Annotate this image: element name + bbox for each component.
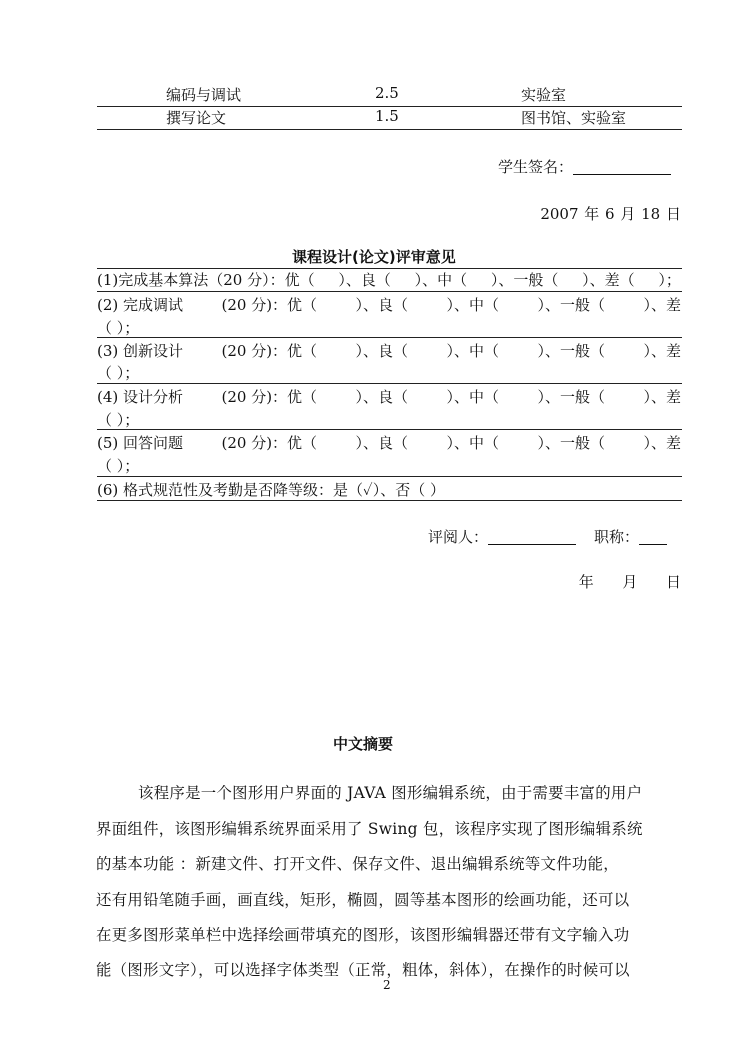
- table-rule: [97, 476, 682, 477]
- abstract-line: 的基本功能 ：新建文件、打开文件、保存文件、退出编辑系统等文件功能，: [96, 855, 619, 873]
- table-rule: [97, 383, 682, 384]
- review-item-3: [97, 340, 681, 361]
- item2-part: ）、良（: [355, 296, 409, 314]
- item5-part: ）、良（: [355, 434, 409, 452]
- review-item-4: [97, 386, 681, 407]
- review-item-3-tail: （ ）；: [97, 364, 140, 382]
- item2-part: (2) 完成调试: [97, 296, 184, 314]
- item1-part: ）；: [658, 271, 681, 289]
- item3-part: (3) 创新设计: [97, 342, 184, 360]
- abstract-heading: 中文摘要: [333, 735, 394, 753]
- student-signature-label: 学生签名：: [498, 158, 574, 176]
- schedule-days-1: 2.5: [375, 84, 399, 102]
- student-signature: [498, 156, 671, 177]
- schedule-place-1: 实验室: [521, 86, 567, 104]
- item1-part: ）、一般（: [490, 271, 559, 289]
- item4-part: ）、差: [643, 388, 681, 406]
- item4-part: ）、一般（: [537, 388, 606, 406]
- item4-part: (20 分)：优（: [221, 388, 318, 406]
- review-item-1: [97, 269, 681, 290]
- abstract-line: 还有用铅笔随手画，画直线，矩形，椭圆，圆等基本图形的绘画功能，还可以: [96, 891, 630, 909]
- reviewer-label: 评阅人：: [428, 528, 489, 546]
- item5-part: (20 分)：优（: [221, 434, 318, 452]
- item1-part: ）、差（: [582, 271, 635, 289]
- reviewer-line: [428, 526, 667, 547]
- review-item-2-tail: （ ）；: [97, 319, 140, 337]
- item2-part: (20 分)：优（: [221, 296, 318, 314]
- signature-blank[interactable]: [573, 174, 671, 175]
- review-title: 课程设计(论文)评审意见: [292, 248, 456, 266]
- review-date-line: 年 月 日: [578, 573, 681, 591]
- schedule-days-2: 1.5: [375, 107, 399, 125]
- table-rule: [97, 291, 682, 292]
- item3-part: ）、中（: [446, 342, 500, 360]
- review-item-5: [97, 432, 681, 453]
- review-item-4-tail: （ ）；: [97, 411, 140, 429]
- item3-part: ）、一般（: [537, 342, 606, 360]
- item2-part: ）、差: [643, 296, 681, 314]
- table-rule: [97, 500, 682, 501]
- abstract-line: 该程序是一个图形用户界面的 JAVA 图形编辑系统，由于需要丰富的用户: [138, 784, 643, 802]
- item3-part: ）、差: [643, 342, 681, 360]
- review-item-6: (6) 格式规范性及考勤是否降等级：是（✓）、否（ ）: [97, 481, 445, 499]
- item4-part: ）、中（: [446, 388, 500, 406]
- reviewer-blank[interactable]: [488, 544, 576, 545]
- review-item-2: [97, 294, 681, 315]
- table-rule: [97, 129, 682, 130]
- schedule-place-2: 图书馆、实验室: [521, 109, 627, 127]
- item5-part: ）、中（: [446, 434, 500, 452]
- table-rule: [97, 337, 682, 338]
- item2-part: ）、中（: [446, 296, 500, 314]
- item4-part: ）、良（: [355, 388, 409, 406]
- item2-part: ）、一般（: [537, 296, 606, 314]
- item5-part: ）、差: [643, 434, 681, 452]
- schedule-task-2: 撰写论文: [166, 109, 227, 127]
- item1-part: (1)完成基本算法（20 分）：优（: [97, 271, 315, 289]
- item5-part: ）、一般（: [537, 434, 606, 452]
- page-number: 2: [383, 978, 391, 992]
- item1-part: ）、良（: [338, 271, 391, 289]
- title-blank[interactable]: [639, 544, 667, 545]
- date-line: 2007 年 6 月 18 日: [540, 205, 681, 223]
- abstract-line: 界面组件，该图形编辑系统界面采用了 Swing 包，该程序实现了图形编辑系统: [96, 820, 643, 838]
- title-label: 职称：: [594, 528, 640, 546]
- abstract-line: 在更多图形菜单栏中选择绘画带填充的图形，该图形编辑器还带有文字输入功: [96, 926, 630, 944]
- item4-part: (4) 设计分析: [97, 388, 184, 406]
- schedule-task-1: 编码与调试: [166, 86, 242, 104]
- item3-part: ）、良（: [355, 342, 409, 360]
- item3-part: (20 分)：优（: [221, 342, 318, 360]
- abstract-line: 能（图形文字），可以选择字体类型（正常，粗体，斜体），在操作的时候可以: [96, 961, 630, 979]
- item1-part: ）、中（: [414, 271, 468, 289]
- table-rule: [97, 429, 682, 430]
- review-item-5-tail: （ ）；: [97, 457, 140, 475]
- item5-part: (5) 回答问题: [97, 434, 184, 452]
